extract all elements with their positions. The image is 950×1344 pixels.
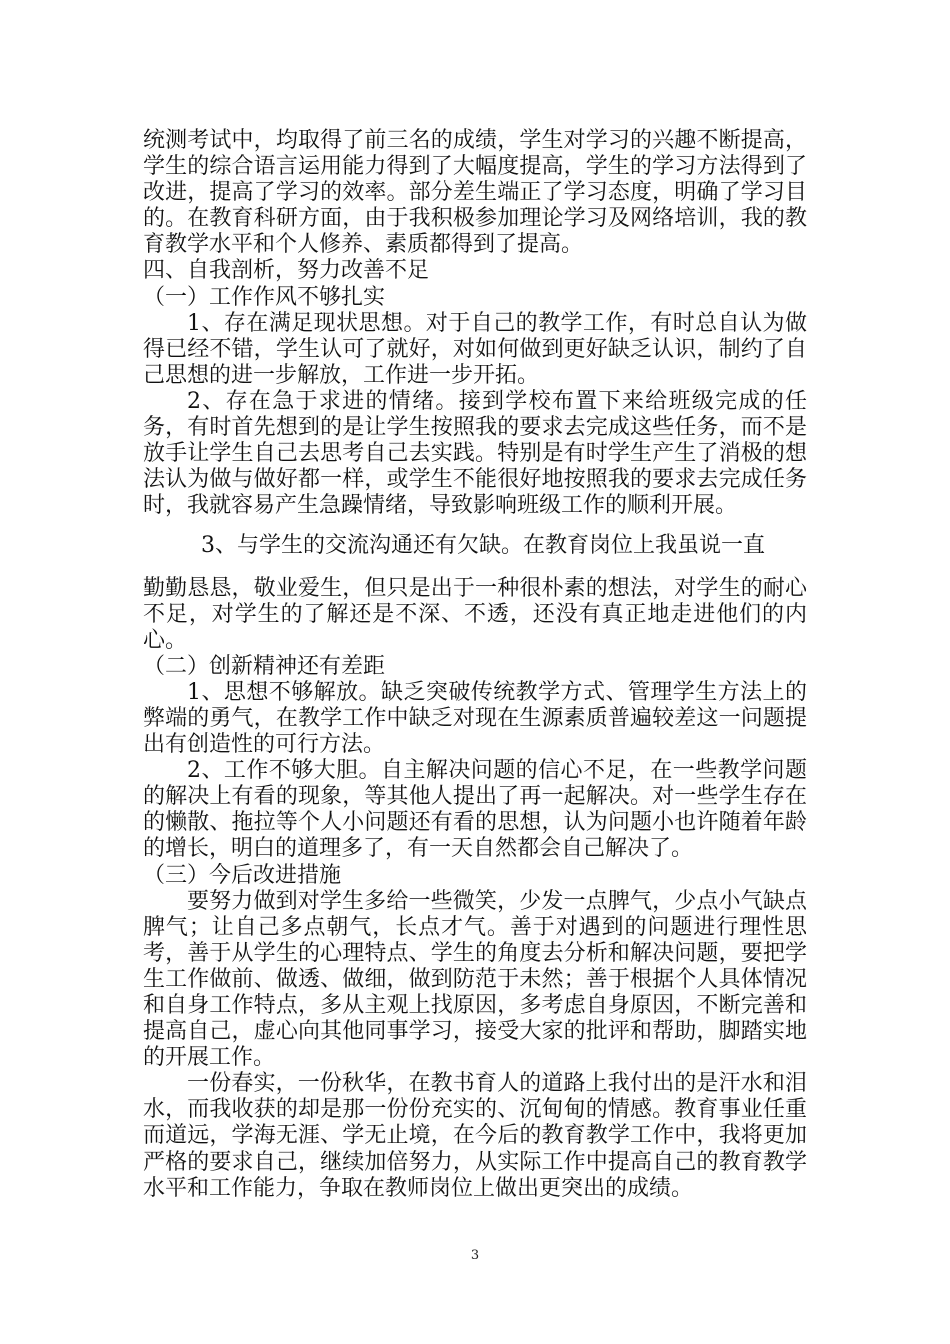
paragraph-innovation-1: 1、思想不够解放。缺乏突破传统教学方式、管理学生方法上的弊端的勇气，在教学工作中缺乏对现在生源素质普遍较差这一问题提出有创造性的可行方法。	[143, 679, 807, 758]
subheading-innovation: （二）创新精神还有差距	[143, 653, 386, 679]
subheading-improvement: （三）今后改进措施	[143, 862, 342, 888]
paragraph-item-3-first-line: 3、与学生的交流沟通还有欠缺。在教育岗位上我虽说一直	[201, 533, 765, 559]
body-text	[143, 128, 807, 1202]
paragraph-item-3-continued: 勤勤恳恳，敬业爱生，但只是出于一种很朴素的想法，对学生的耐心不足，对学生的了解还是不深、不透，还没有真正地走进他们的内心。	[143, 575, 807, 653]
paragraph-results: 统测考试中，均取得了前三名的成绩，学生对学习的兴趣不断提高，学生的综合语言运用能力得到了大幅度提高，学生的学习方法得到了改进，提高了学习的效率。部分差生端正了学习态度，明确了学习目的。在教育科研方面，由于我积极参加理论学习及网络培训，我的教育教学水平和个人修养、素质都得到了提高。	[143, 128, 807, 258]
paragraph-improvement: 要努力做到对学生多给一些微笑，少发一点脾气，少点小气缺点脾气；让自己多点朝气，长点才气。善于对遇到的问题进行理性思考，善于从学生的心理特点、学生的角度去分析和解决问题，要把学生工作做前、做透、做细，做到防范于未然；善于根据个人具体情况和自身工作特点，多从主观上找原因，多考虑自身原因，不断完善和提高自己，虚心向其他同事学习，接受大家的批评和帮助，脚踏实地的开展工作。	[143, 888, 807, 1071]
section-heading-four: 四、自我剖析，努力改善不足	[143, 258, 430, 284]
paragraph-item-1: 1、存在满足现状思想。对于自己的教学工作，有时总自认为做得已经不错，学生认可了就好，对如何做到更好缺乏认识，制约了自己思想的进一步解放，工作进一步开拓。	[143, 310, 807, 388]
paragraph-conclusion: 一份春实，一份秋华，在教书育人的道路上我付出的是汗水和泪水，而我收获的却是那一份份充实的、沉甸甸的情感。教育事业任重而道远，学海无涯、学无止境，在今后的教育教学工作中，我将更加严格的要求自己，继续加倍努力，从实际工作中提高自己的教育教学水平和工作能力，争取在教师岗位上做出更突出的成绩。	[143, 1071, 807, 1201]
paragraph-innovation-2: 2、工作不够大胆。自主解决问题的信心不足，在一些教学问题的解决上有看的现象，等其他人提出了再一起解决。对一些学生存在的懒散、拖拉等个人小问题还有看的思想，认为问题小也许随着年龄的增长，明白的道理多了，有一天自然都会自己解决了。	[143, 758, 807, 862]
paragraph-item-2: 2、存在急于求进的情绪。接到学校布置下来给班级完成的任务，有时首先想到的是让学生按照我的要求去完成这些任务，而不是放手让学生自己去思考自己去实践。特别是有时学生产生了消极的想法认为做与做好都一样，或学生不能很好地按照我的要求去完成任务时，我就容易产生急躁情绪，导致影响班级工作的顺利开展。	[143, 388, 807, 519]
subheading-work-style: （一）工作作风不够扎实	[143, 284, 386, 310]
page-number: 3	[470, 1248, 480, 1263]
